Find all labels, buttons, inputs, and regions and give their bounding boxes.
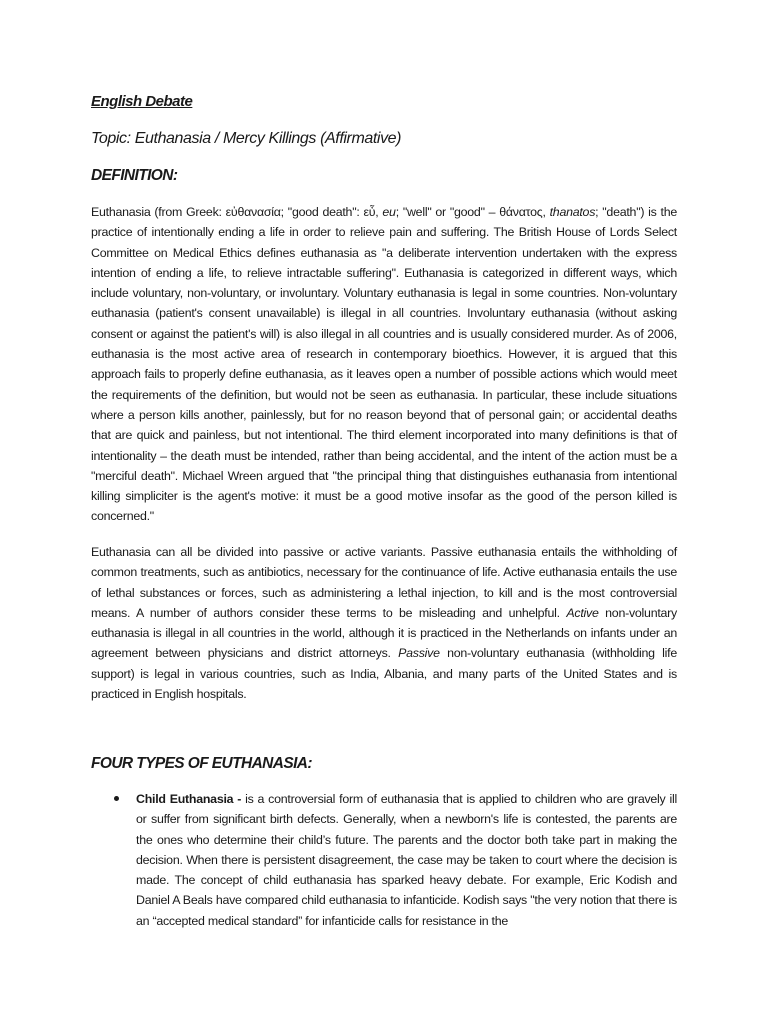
text-run: non-voluntary euthanasia is illegal in all countries in the world, although it is practiced in the Netherlands on infants under an agreement between physicians and district attorneys. (91, 605, 677, 661)
italic-term-passive: Passive (398, 646, 440, 661)
text-run: Euthanasia (from Greek: εὐθανασία; "good death": εὖ, (91, 205, 383, 219)
list-item-term: Child Euthanasia - (136, 792, 246, 806)
types-heading: FOUR TYPES OF EUTHANASIA: (91, 755, 312, 772)
document-topic: Topic: Euthanasia / Mercy Killings (Affirmative) (91, 130, 402, 147)
variants-paragraph (91, 542, 677, 704)
document-title: English Debate (91, 93, 193, 110)
italic-term-thanatos: thanatos (549, 205, 596, 219)
italic-term-eu: eu (382, 205, 396, 219)
list-item-text (136, 789, 677, 931)
italic-term-active: Active (566, 605, 599, 620)
definition-paragraph (91, 202, 677, 527)
list-item (112, 789, 677, 931)
text-run: ; "death") is the practice of intentionally ending a life in order to relieve pain and suffering. The British House of Lords Select Committee on Medical Ethics defines euthanasia as "a deliberate intervention undertaken with the express intention of ending a life, to relieve intractable suffering". Euthanasia is categorized in different ways, which include voluntary, non-voluntary, or involuntary. Voluntary euthanasia is legal in some countries. Non-voluntary euthanasia (patient's consent unavailable) is illegal in all countries. Involuntary euthanasia (without asking consent or against the patient's will) is also illegal in all countries and is usually considered murder. As of 2006, euthanasia is the most active area of research in contemporary bioethics. However, it is argued that this approach fails to properly define euthanasia, as it leaves open a number of possible actions which would meet the requirements of the definition, but would not be seen as euthanasia. In particular, these include situations where a person kills another, painlessly, but for no reason beyond that of personal gain; or accidental deaths that are quick and painless, but not intentional. The third element incorporated into many definitions is that of intentionality – the death must be intended, rather than being accidental, and the intent of the action must be a "merciful death". Michael Wreen argued that "the principal thing that distinguishes euthanasia from intentional killing simpliciter is the agent's motive: it must be a good motive insofar as the good of the person killed is concerned." (91, 205, 678, 524)
text-run: non-voluntary euthanasia (withholding life support) is legal in various countries, such as India, Albania, and many parts of the United States and is practiced in English hospitals. (91, 646, 677, 702)
text-run: ; "well" or "good" – θάνατος, (395, 205, 550, 219)
types-list (112, 789, 677, 931)
list-item-body: is a controversial form of euthanasia that is applied to children who are gravely ill or suffer from significant birth defects. Generally, when a newborn's life is contested, the parents are the ones who determine their child’s future. The parents and the doctor both take part in making the decision. When there is persistent disagreement, the case may be taken to court where the decision is made. The concept of child euthanasia has sparked heavy debate. For example, Eric Kodish and Daniel A Beals have compared child euthanasia to infanticide. Kodish says "the very notion that there is an “accepted medical standard” for infanticide calls for resistance in the (136, 792, 677, 928)
bullet-icon (114, 796, 119, 801)
definition-heading: DEFINITION: (91, 167, 178, 184)
text-run: Euthanasia can all be divided into passive or active variants. Passive euthanasia entails the withholding of common treatments, such as antibiotics, necessary for the continuance of life. Active euthanasia entails the use of lethal substances or forces, such as administering a lethal injection, to kill and is the most controversial means. A number of authors consider these terms to be misleading and unhelpful. (91, 545, 677, 620)
